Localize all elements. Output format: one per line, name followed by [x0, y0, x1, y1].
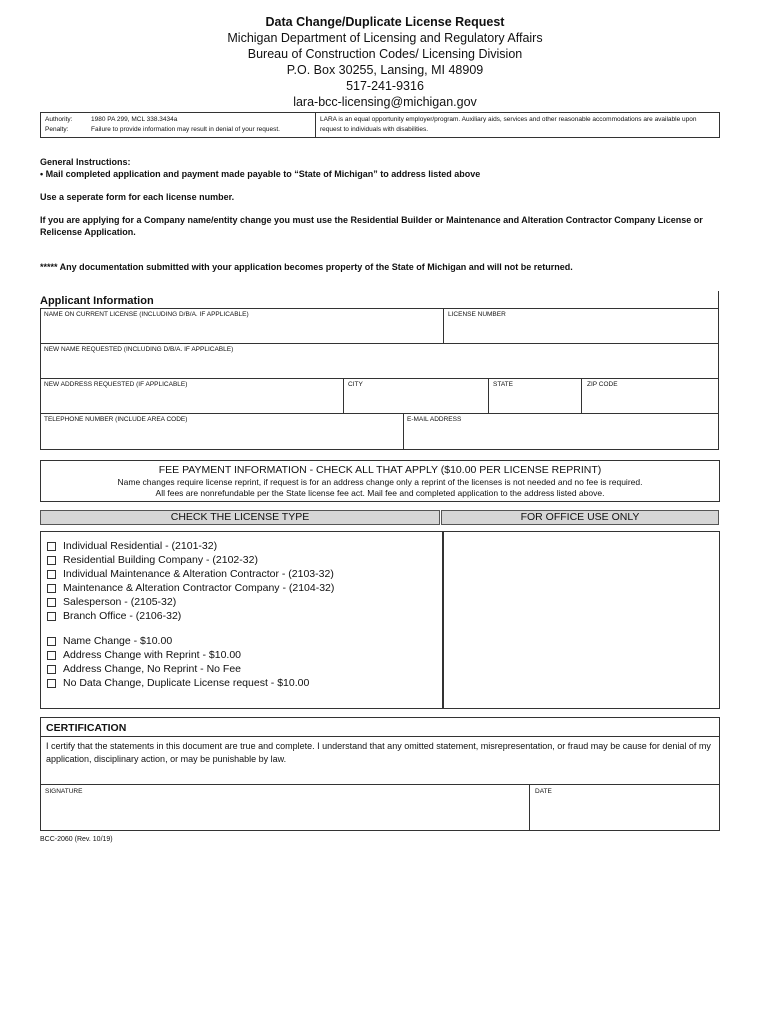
checkbox-address-change-no-reprint[interactable] [47, 663, 241, 676]
grid-line [40, 378, 719, 379]
phone-number: 517-241-9316 [346, 79, 424, 93]
checkbox-branch-office[interactable] [47, 610, 181, 623]
new-name-label: NEW NAME REQUESTED (INCLUDING D/B/A. IF APPLICABLE) [44, 346, 234, 353]
instructions-separate: Use a seperate form for each license number. [40, 192, 235, 202]
grid-line [443, 308, 444, 343]
license-number-label: LICENSE NUMBER [448, 311, 506, 318]
fee-line-2: All fees are nonrefundable per the State license fee act. Mail fee and completed application to the address listed above. [155, 488, 605, 498]
instructions-documentation: ***** Any documentation submitted with your application becomes property of the State of Michigan and will not be returned. [40, 262, 573, 272]
authority-penalty [41, 113, 316, 137]
grid-line [581, 378, 582, 413]
checkbox-icon[interactable] [47, 637, 56, 646]
grid-line [718, 291, 719, 308]
grid-line [529, 784, 530, 830]
bureau-name: Bureau of Construction Codes/ Licensing Division [247, 47, 523, 61]
license-type-box [40, 531, 443, 709]
authority-label: Authority: [45, 116, 73, 123]
fee-title: FEE PAYMENT INFORMATION - CHECK ALL THAT APPLY ($10.00 PER LICENSE REPRINT) [158, 464, 602, 476]
checkbox-individual-maintenance[interactable] [47, 568, 334, 581]
authority-value: 1980 PA 299, MCL 338.3434a [91, 116, 178, 123]
option-label: Residential Building Company - (2102-32) [63, 554, 258, 566]
checkbox-icon[interactable] [47, 570, 56, 579]
zip-label: ZIP CODE [587, 381, 618, 388]
grid-line [40, 413, 719, 414]
checkbox-duplicate-license[interactable] [47, 677, 309, 690]
grid-line [41, 736, 719, 737]
instructions-company: If you are applying for a Company name/entity change you must use the Residential Builder or Maintenance and Alteration Contractor Company License or Relicense Application. [40, 215, 703, 237]
penalty-value: Failure to provide information may result in denial of your request. [91, 126, 280, 133]
checkbox-icon[interactable] [47, 542, 56, 551]
checkbox-name-change[interactable] [47, 635, 172, 648]
grid-line [40, 343, 719, 344]
grid-line [403, 413, 404, 449]
email-label: E-MAIL ADDRESS [407, 416, 462, 423]
signature-label: SIGNATURE [45, 788, 83, 795]
option-label: Address Change, No Reprint - No Fee [63, 663, 242, 675]
telephone-label: TELEPHONE NUMBER (INCLUDE AREA CODE) [44, 416, 188, 423]
option-label: Name Change - $10.00 [63, 635, 173, 647]
grid-line [488, 378, 489, 413]
certification-text: I certify that the statements in this document are true and complete. I understand that any omitted statement, misrepresentation, or fraud may be cause for denial of my application, disciplinary action, or may be punishable by law. [46, 741, 711, 764]
grid-line [41, 784, 719, 785]
office-use-header: FOR OFFICE USE ONLY [441, 510, 719, 525]
mailing-address: P.O. Box 30255, Lansing, MI 48909 [286, 63, 484, 77]
new-address-label: NEW ADDRESS REQUESTED (IF APPLICABLE) [44, 381, 188, 388]
department-name: Michigan Department of Licensing and Regulatory Affairs [227, 31, 543, 45]
grid-line [40, 308, 41, 450]
checkbox-icon[interactable] [47, 584, 56, 593]
license-type-header: CHECK THE LICENSE TYPE [40, 510, 440, 525]
fee-line-1: Name changes require license reprint, if request is for an address change only a reprint of the licenses is not needed and no fee is required. [117, 477, 643, 487]
checkbox-icon[interactable] [47, 598, 56, 607]
grid-line [718, 308, 719, 450]
applicant-section-title: Applicant Information [40, 295, 154, 307]
checkbox-icon[interactable] [47, 665, 56, 674]
authority-box [40, 112, 720, 138]
instructions-heading: General Instructions: [40, 157, 131, 167]
penalty-label: Penalty: [45, 126, 69, 133]
state-label: STATE [493, 381, 513, 388]
form-title: Data Change/Duplicate License Request [265, 15, 505, 29]
checkbox-icon[interactable] [47, 556, 56, 565]
office-use-box [443, 531, 720, 709]
instructions-bullet: • Mail completed application and payment made payable to “State of Michigan” to address listed above [40, 169, 481, 179]
fee-payment-box [40, 460, 720, 502]
checkbox-icon[interactable] [47, 612, 56, 621]
grid-line [343, 378, 344, 413]
equal-opportunity-note: LARA is an equal opportunity employer/program. Auxiliary aids, services and other reasonable accommodations are available upon request to individuals with disabilities. [320, 116, 697, 133]
grid-line [40, 449, 719, 450]
checkbox-residential-building-company[interactable] [47, 554, 258, 567]
checkbox-address-change-reprint[interactable] [47, 649, 241, 662]
option-label: Address Change with Reprint - $10.00 [63, 649, 242, 661]
grid-line [40, 308, 719, 309]
certification-box [40, 717, 720, 831]
form-header [0, 14, 770, 110]
date-label: DATE [535, 788, 552, 795]
checkbox-individual-residential[interactable] [47, 540, 217, 553]
certification-title: CERTIFICATION [46, 722, 127, 734]
option-label: Individual Maintenance & Alteration Contractor - (2103-32) [63, 568, 334, 580]
option-label: Branch Office - (2106-32) [63, 610, 182, 622]
email-address: lara-bcc-licensing@michigan.gov [293, 95, 477, 109]
checkbox-icon[interactable] [47, 651, 56, 660]
checkbox-maintenance-company[interactable] [47, 582, 334, 595]
checkbox-icon[interactable] [47, 679, 56, 688]
name-current-label: NAME ON CURRENT LICENSE (INCLUDING D/B/A. IF APPLICABLE) [44, 311, 249, 318]
checkbox-salesperson[interactable] [47, 596, 176, 609]
option-label: Individual Residential - (2101-32) [63, 540, 218, 552]
option-label: Maintenance & Alteration Contractor Company - (2104-32) [63, 582, 335, 594]
option-label: Salesperson - (2105-32) [63, 596, 177, 608]
form-number: BCC-2060 (Rev. 10/19) [40, 836, 113, 843]
option-label: No Data Change, Duplicate License request - $10.00 [63, 677, 310, 689]
city-label: CITY [348, 381, 363, 388]
